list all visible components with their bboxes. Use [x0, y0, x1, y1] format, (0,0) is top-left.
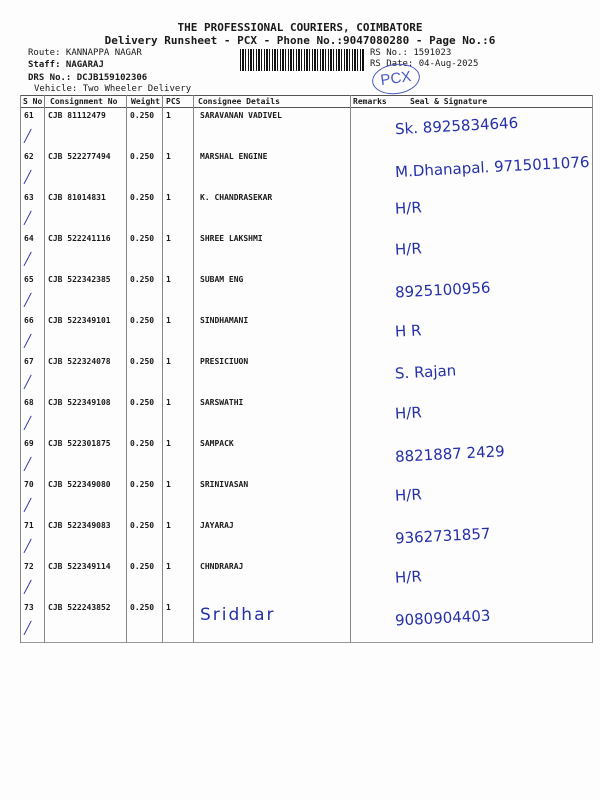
row-cno: CJB 522349108: [48, 398, 111, 407]
row-cno: CJB 522349114: [48, 562, 111, 571]
row-sno: 63: [24, 193, 34, 202]
row-weight: 0.250: [130, 234, 155, 243]
row-pcs: 1: [166, 603, 171, 612]
row-consignee: SARSWATHI: [200, 398, 244, 407]
row-sno: 65: [24, 275, 34, 284]
column-line: [193, 95, 194, 643]
pcx-stamp: PCX: [370, 61, 422, 97]
row-pcs: 1: [166, 398, 171, 407]
row-pcs: 1: [166, 521, 171, 530]
row-sno: 64: [24, 234, 34, 243]
row-consignee: SRINIVASAN: [200, 480, 249, 489]
row-sno: 70: [24, 480, 34, 489]
col-header-weight: Weight: [131, 97, 160, 106]
signature: S. Rajan: [394, 361, 457, 383]
delivery-tick-icon: ╱: [24, 129, 32, 143]
row-sno: 69: [24, 439, 34, 448]
row-cno: CJB 522349080: [48, 480, 111, 489]
table-bottom-border: [20, 642, 592, 643]
row-consignee: SHREE LAKSHMI: [200, 234, 263, 243]
delivery-tick-icon: ╱: [24, 252, 32, 266]
signature: 8925100956: [394, 278, 491, 302]
delivery-tick-icon: ╱: [24, 457, 32, 471]
column-line: [20, 95, 21, 643]
row-weight: 0.250: [130, 193, 155, 202]
row-consignee: MARSHAL ENGINE: [200, 152, 268, 161]
row-sno: 62: [24, 152, 34, 161]
row-weight: 0.250: [130, 562, 155, 571]
signature: 9362731857: [394, 524, 491, 548]
signature: H/R: [394, 485, 423, 505]
row-consignee: JAYARAJ: [200, 521, 234, 530]
runsheet-subtitle: Delivery Runsheet - PCX - Phone No.:9047080280 - Page No.:6: [104, 34, 496, 47]
signature: Sk. 8925834646: [394, 113, 519, 139]
col-header-signature: Seal & Signature: [410, 97, 488, 106]
row-sno: 67: [24, 357, 34, 366]
signature: H/R: [394, 239, 423, 259]
col-header-sno: S No: [23, 97, 43, 106]
col-header-consignment: Consignment No: [50, 97, 118, 106]
row-consignee: SUBAM ENG: [200, 275, 244, 284]
row-consignee: SARAVANAN VADIVEL: [200, 111, 282, 120]
row-weight: 0.250: [130, 275, 155, 284]
row-cno: CJB 522342385: [48, 275, 111, 284]
delivery-tick-icon: ╱: [24, 621, 32, 635]
col-header-pcs: PCS: [166, 97, 181, 106]
row-pcs: 1: [166, 234, 171, 243]
row-pcs: 1: [166, 439, 171, 448]
delivery-tick-icon: ╱: [24, 416, 32, 430]
row-cno: CJB 522301875: [48, 439, 111, 448]
row-pcs: 1: [166, 152, 171, 161]
row-cno: CJB 522324078: [48, 357, 111, 366]
delivery-tick-icon: ╱: [24, 211, 32, 225]
row-weight: 0.250: [130, 480, 155, 489]
signature: H/R: [394, 198, 423, 218]
row-weight: 0.250: [130, 603, 155, 612]
row-sno: 73: [24, 603, 34, 612]
row-consignee: PRESICIUON: [200, 357, 249, 366]
row-pcs: 1: [166, 316, 171, 325]
delivery-tick-icon: ╱: [24, 293, 32, 307]
column-line: [44, 95, 45, 643]
signature: H R: [394, 321, 422, 341]
row-pcs: 1: [166, 357, 171, 366]
row-sno: 66: [24, 316, 34, 325]
row-pcs: 1: [166, 480, 171, 489]
delivery-tick-icon: ╱: [24, 170, 32, 184]
drs-label: DRS No.: DCJB159102306: [28, 73, 148, 83]
row-cno: CJB 522349101: [48, 316, 111, 325]
col-header-consignee: Consignee Details: [198, 97, 280, 106]
row-weight: 0.250: [130, 316, 155, 325]
row-consignee: K. CHANDRASEKAR: [200, 193, 273, 202]
signature: M.Dhanapal. 9715011076: [394, 152, 590, 182]
row-weight: 0.250: [130, 521, 155, 530]
delivery-tick-icon: ╱: [24, 539, 32, 553]
row-weight: 0.250: [130, 398, 155, 407]
row-consignee: CHNDRARAJ: [200, 562, 244, 571]
row-sno: 72: [24, 562, 34, 571]
row-weight: 0.250: [130, 111, 155, 120]
row-sno: 68: [24, 398, 34, 407]
signature: 9080904403: [394, 606, 491, 630]
row-consignee: SINDHAMANI: [200, 316, 249, 325]
signature: H/R: [394, 567, 423, 587]
header-divider: [20, 107, 592, 108]
rs-number: RS No.: 1591023: [370, 48, 452, 58]
column-line: [592, 95, 593, 643]
row-weight: 0.250: [130, 152, 155, 161]
row-sno: 61: [24, 111, 34, 120]
column-line: [350, 95, 351, 643]
signature: 8821887 2429: [394, 442, 506, 466]
row-pcs: 1: [166, 562, 171, 571]
row-consignee: SAMPACK: [200, 439, 234, 448]
rs-date: RS Date: 04-Aug-2025: [370, 59, 479, 69]
delivery-tick-icon: ╱: [24, 375, 32, 389]
column-line: [162, 95, 163, 643]
row-cno: CJB 522349083: [48, 521, 111, 530]
row-cno: CJB 81014831: [48, 193, 106, 202]
table-top-border: [20, 95, 592, 96]
row-cno: CJB 522243852: [48, 603, 111, 612]
delivery-tick-icon: ╱: [24, 498, 32, 512]
row-cno: CJB 522277494: [48, 152, 111, 161]
row-pcs: 1: [166, 193, 171, 202]
row-sno: 71: [24, 521, 34, 530]
row-cno: CJB 81112479: [48, 111, 106, 120]
col-header-remarks: Remarks: [353, 97, 387, 106]
row-pcs: 1: [166, 111, 171, 120]
vehicle-label: Vehicle: Two Wheeler Delivery: [34, 84, 192, 94]
delivery-tick-icon: ╱: [24, 334, 32, 348]
barcode-icon: [240, 49, 364, 71]
route-label: Route: KANNAPPA NAGAR: [28, 48, 142, 58]
staff-label: Staff: NAGARAJ: [28, 60, 104, 70]
handwritten-consignee: Sridhar: [200, 605, 276, 625]
delivery-tick-icon: ╱: [24, 580, 32, 594]
signature: H/R: [394, 403, 423, 423]
row-weight: 0.250: [130, 439, 155, 448]
column-line: [126, 95, 127, 643]
company-title: THE PROFESSIONAL COURIERS, COIMBATORE: [177, 21, 423, 34]
row-cno: CJB 522241116: [48, 234, 111, 243]
row-pcs: 1: [166, 275, 171, 284]
row-weight: 0.250: [130, 357, 155, 366]
